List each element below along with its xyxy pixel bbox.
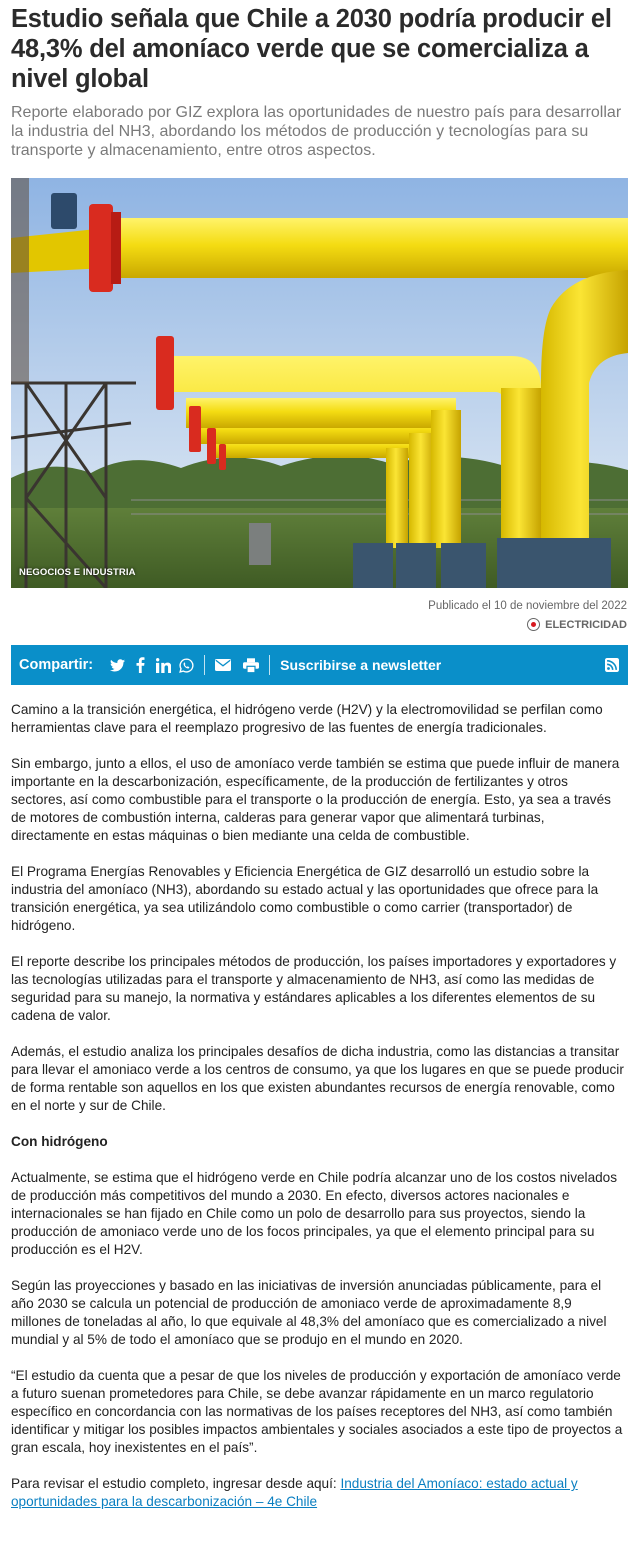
article-headline: Estudio señala que Chile a 2030 podría producir el 48,3% del amoníaco verde que se comercializa a nivel global bbox=[11, 5, 612, 93]
category-label[interactable] bbox=[11, 618, 627, 631]
share-icons bbox=[109, 657, 194, 673]
article-paragraph: Además, el estudio analiza los principales desafíos de dicha industria, como las distancias a transitar para llevar el amoniaco verde a los centros de consumo, ya que los lugares en que se puede producir de forma rentable son aquellos en los que existen abundantes recursos de energía renovable, como en el norte y sur de Chile. bbox=[11, 1044, 624, 1113]
yellow-pipes-illustration bbox=[11, 178, 628, 588]
twitter-icon[interactable] bbox=[109, 657, 125, 673]
category-icon bbox=[527, 618, 540, 631]
email-icon[interactable] bbox=[215, 657, 231, 673]
article-paragraph-link bbox=[11, 1475, 625, 1511]
share-tools bbox=[215, 657, 231, 673]
article-paragraph: Según las proyecciones y basado en las iniciativas de inversión anunciadas públicamente, para el año 2030 se calcula un potencial de producción de amoniaco verde de aproximadamente 8,9 millones de toneladas al año, lo que equivale al 48,3% del amoníaco que es comercializado a nivel mundial y al 5% de todo el amoníaco que se produjo en el mundo en 2020. bbox=[11, 1278, 607, 1347]
share-label: Compartir: bbox=[19, 657, 94, 673]
category-text[interactable]: ELECTRICIDAD bbox=[545, 618, 627, 631]
newsletter-subscribe-link[interactable]: Suscribirse a newsletter bbox=[280, 657, 442, 673]
article-body bbox=[11, 701, 627, 1511]
image-category-tag[interactable]: NEGOCIOS E INDUSTRIA bbox=[19, 567, 136, 578]
linkedin-icon[interactable] bbox=[155, 657, 171, 673]
article-paragraph: El reporte describe los principales métodos de producción, los países importadores y exportadores y las tecnologías utilizadas para el transporte y almacenamiento de NH3, así como las medidas de seguridad para su manejo, la normativa y estándares aplicables a los diferentes elementos de su cadena de valor. bbox=[11, 954, 617, 1023]
article-quote: “El estudio da cuenta que a pesar de que los niveles de producción y exportación de amoníaco verde a futuro suenan prometedores para Chile, se debe avanzar rápidamente en un marco regulatorio específico en concordancia con las normativas de los países receptores del NH3, así como también identificar y mitigar los posibles impactos ambientales y sociales asociados a este tipo de proyectos a gran escala, hoy inexistentes en el país”. bbox=[11, 1368, 623, 1455]
article-paragraph: Actualmente, se estima que el hidrógeno verde en Chile podría alcanzar uno de los costos nivelados de producción más competitivos del mundo a 2030. En efecto, diversos actores nacionales e internacionales se han fijado en Chile como un polo de desarrollo para sus proyectos, siendo la producción de amoniaco verde uno de los focos principales, ya que el elemento principal para su producción es el H2V. bbox=[11, 1170, 618, 1257]
hero-image bbox=[11, 178, 628, 588]
link-intro-text: Para revisar el estudio completo, ingresar desde aquí: bbox=[11, 1476, 341, 1491]
whatsapp-icon[interactable] bbox=[178, 657, 194, 673]
print-icon[interactable] bbox=[243, 657, 259, 673]
share-bar bbox=[11, 645, 628, 685]
facebook-icon[interactable] bbox=[132, 657, 148, 673]
share-divider bbox=[269, 655, 270, 675]
share-tools-print bbox=[243, 657, 259, 673]
article-paragraph: Camino a la transición energética, el hidrógeno verde (H2V) y la electromovilidad se perfilan como herramientas clave para el reemplazo progresivo de las fuentes de energía tradicionales. bbox=[11, 702, 603, 735]
share-divider bbox=[204, 655, 205, 675]
article-subtitle: Reporte elaborado por GIZ explora las oportunidades de nuestro país para desarrollar la industria del NH3, abordando los métodos de producción y tecnologías para su transporte y almacenamiento, entre otros aspectos. bbox=[11, 104, 622, 159]
study-link[interactable]: Industria del Amoníaco: estado actual y oportunidades para la descarbonización – 4e Chile bbox=[11, 1476, 578, 1509]
section-heading: Con hidrógeno bbox=[11, 1134, 108, 1149]
article-paragraph: Sin embargo, junto a ellos, el uso de amoníaco verde también se estima que puede influir de manera importante en la descarbonización, específicamente, de la producción de fertilizantes y otros sectores, así como combustible para el transporte o la producción de energía. Esto, ya sea a través de motores de combustión interna, calderas para generar vapor que alimentará turbinas, directamente en estas máquinas o bien mediante una celda de combustible. bbox=[11, 756, 620, 843]
rss-icon[interactable] bbox=[604, 657, 620, 673]
article-paragraph: El Programa Energías Renovables y Eficiencia Energética de GIZ desarrolló un estudio sobre la industria del amoníaco (NH3), abordando su estado actual y las oportunidades que ofrece para la transición energética, ya sea utilizándolo como combustible o como carrier (transportador) de hidrógeno. bbox=[11, 864, 599, 933]
publish-date: Publicado el 10 de noviembre del 2022 bbox=[428, 600, 627, 612]
